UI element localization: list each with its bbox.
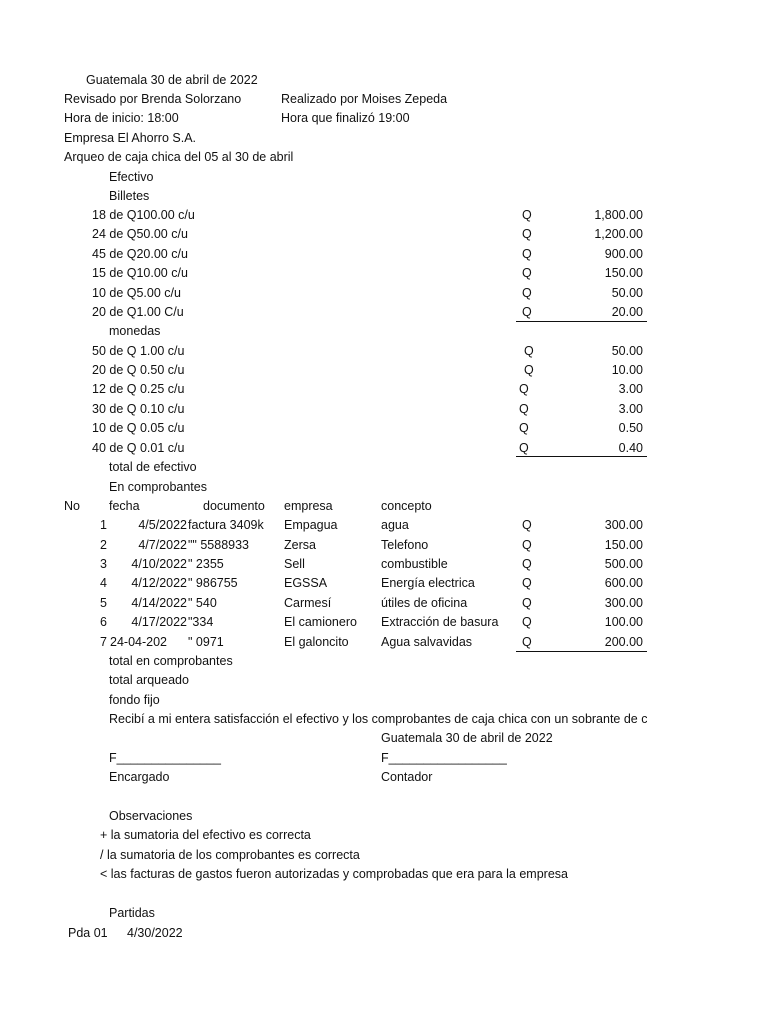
header-date: Guatemala 30 de abril de 2022 xyxy=(86,73,258,87)
signature-role-contador: Contador xyxy=(381,770,433,784)
row-currency: Q xyxy=(522,576,532,590)
row-fecha: 4/12/2022 xyxy=(131,576,187,590)
bill-currency: Q xyxy=(522,305,532,319)
observations-title: Observaciones xyxy=(109,809,193,823)
document-title: Arqueo de caja chica del 05 al 30 de abril xyxy=(64,150,294,164)
row-documento: "334 xyxy=(188,615,214,629)
bill-desc: 18 de Q100.00 c/u xyxy=(92,208,195,222)
signature-line-contador: F_________________ xyxy=(381,751,507,765)
company-name: Empresa El Ahorro S.A. xyxy=(64,131,197,145)
coin-currency: Q xyxy=(519,441,529,455)
row-documento: " 2355 xyxy=(188,557,224,571)
row-fecha: 4/17/2022 xyxy=(131,615,187,629)
bill-currency: Q xyxy=(522,208,532,222)
bill-desc: 10 de Q5.00 c/u xyxy=(92,286,181,300)
signature-role-encargado: Encargado xyxy=(109,770,170,784)
coin-amount: 0.40 xyxy=(618,441,643,455)
bill-currency: Q xyxy=(522,227,532,241)
bill-amount: 900.00 xyxy=(604,247,643,261)
reviewed-by: Revisado por Brenda Solorzano xyxy=(64,92,242,106)
coin-desc: 20 de Q 0.50 c/u xyxy=(92,363,185,377)
col-header-documento: documento xyxy=(203,499,265,513)
row-empresa: El galoncito xyxy=(284,635,349,649)
cash-section-label: Efectivo xyxy=(109,170,154,184)
bill-currency: Q xyxy=(522,266,532,280)
row-amount: 300.00 xyxy=(604,518,643,532)
coin-desc: 40 de Q 0.01 c/u xyxy=(92,441,185,455)
bill-amount: 20.00 xyxy=(611,305,643,319)
coin-currency: Q xyxy=(519,382,529,396)
coin-amount: 0.50 xyxy=(618,421,643,435)
bill-currency: Q xyxy=(522,247,532,261)
bill-desc: 45 de Q20.00 c/u xyxy=(92,247,188,261)
signature-date: Guatemala 30 de abril de 2022 xyxy=(381,731,553,745)
partida-date: 4/30/2022 xyxy=(127,926,183,940)
row-concepto: combustible xyxy=(381,557,448,571)
row-currency: Q xyxy=(522,635,532,649)
row-amount: 150.00 xyxy=(604,538,643,552)
row-fecha: 4/14/2022 xyxy=(131,596,187,610)
row-documento: " 540 xyxy=(188,596,217,610)
bill-amount: 1,800.00 xyxy=(594,208,643,222)
receipts-section-label: En comprobantes xyxy=(109,480,207,494)
coins-label: monedas xyxy=(109,324,161,338)
row-documento: factura 3409k xyxy=(188,518,264,532)
row-documento: "" 5588933 xyxy=(188,538,250,552)
bill-currency: Q xyxy=(522,286,532,300)
list-item: / la sumatoria de los comprobantes es correcta xyxy=(100,848,360,862)
coin-amount: 3.00 xyxy=(618,402,643,416)
bills-subtotal-line xyxy=(516,321,647,322)
row-concepto: útiles de oficina xyxy=(381,596,468,610)
row-no: 4 xyxy=(100,576,107,590)
row-no: 6 xyxy=(100,615,107,629)
bill-desc: 24 de Q50.00 c/u xyxy=(92,227,188,241)
bill-amount: 50.00 xyxy=(611,286,643,300)
bill-amount: 1,200.00 xyxy=(594,227,643,241)
receipt-statement: Recibí a mi entera satisfacción el efectivo y los comprobantes de caja chica con un sobrante de c xyxy=(109,712,647,726)
bills-label: Billetes xyxy=(109,189,150,203)
row-concepto: Telefono xyxy=(381,538,429,552)
list-item: + la sumatoria del efectivo es correcta xyxy=(100,828,311,842)
coin-amount: 50.00 xyxy=(611,344,643,358)
row-fecha: 4/5/2022 xyxy=(138,518,187,532)
row-concepto: Extracción de basura xyxy=(381,615,499,629)
row-no: 2 xyxy=(100,538,107,552)
receipts-total-label: total en comprobantes xyxy=(109,654,233,668)
coin-desc: 50 de Q 1.00 c/u xyxy=(92,344,185,358)
col-header-empresa: empresa xyxy=(284,499,333,513)
row-concepto: Agua salvavidas xyxy=(381,635,473,649)
row-amount: 500.00 xyxy=(604,557,643,571)
row-currency: Q xyxy=(522,615,532,629)
bill-desc: 15 de Q10.00 c/u xyxy=(92,266,188,280)
end-time: Hora que finalizó 19:00 xyxy=(281,111,410,125)
partida-number: Pda 01 xyxy=(68,926,108,940)
row-empresa: Carmesí xyxy=(284,596,332,610)
col-header-no: No xyxy=(64,499,80,513)
row-amount: 300.00 xyxy=(604,596,643,610)
partidas-title: Partidas xyxy=(109,906,155,920)
coin-desc: 30 de Q 0.10 c/u xyxy=(92,402,185,416)
row-no: 5 xyxy=(100,596,107,610)
coin-currency: Q xyxy=(524,363,534,377)
cash-total-label: total de efectivo xyxy=(109,460,197,474)
row-currency: Q xyxy=(522,596,532,610)
row-concepto: Energía electrica xyxy=(381,576,475,590)
row-no: 7 xyxy=(100,635,107,649)
row-amount: 600.00 xyxy=(604,576,643,590)
bill-desc: 20 de Q1.00 C/u xyxy=(92,305,184,319)
row-amount: 200.00 xyxy=(604,635,643,649)
row-amount: 100.00 xyxy=(604,615,643,629)
row-concepto: agua xyxy=(381,518,409,532)
coin-amount: 3.00 xyxy=(618,382,643,396)
coin-currency: Q xyxy=(519,402,529,416)
row-empresa: Sell xyxy=(284,557,305,571)
row-empresa: Zersa xyxy=(284,538,316,552)
total-arqueado-label: total arqueado xyxy=(109,673,189,687)
signature-line-encargado: F_______________ xyxy=(109,751,221,765)
coin-desc: 12 de Q 0.25 c/u xyxy=(92,382,185,396)
row-documento: " 0971 xyxy=(188,635,224,649)
row-currency: Q xyxy=(522,538,532,552)
bill-amount: 150.00 xyxy=(604,266,643,280)
start-time: Hora de inicio: 18:00 xyxy=(64,111,179,125)
row-empresa: EGSSA xyxy=(284,576,328,590)
coin-amount: 10.00 xyxy=(611,363,643,377)
row-fecha: 4/7/2022 xyxy=(138,538,187,552)
list-item: < las facturas de gastos fueron autorizadas y comprobadas que era para la empresa xyxy=(100,867,568,881)
row-no: 1 xyxy=(100,518,107,532)
row-fecha: 24-04-202 xyxy=(110,635,167,649)
coin-currency: Q xyxy=(524,344,534,358)
receipts-subtotal-line xyxy=(516,651,647,652)
coin-desc: 10 de Q 0.05 c/u xyxy=(92,421,185,435)
row-empresa: Empagua xyxy=(284,518,338,532)
row-empresa: El camionero xyxy=(284,615,357,629)
row-no: 3 xyxy=(100,557,107,571)
row-currency: Q xyxy=(522,557,532,571)
coin-currency: Q xyxy=(519,421,529,435)
made-by: Realizado por Moises Zepeda xyxy=(281,92,448,106)
coins-subtotal-line xyxy=(516,456,647,457)
col-header-fecha: fecha xyxy=(109,499,140,513)
row-documento: " 986755 xyxy=(188,576,238,590)
row-fecha: 4/10/2022 xyxy=(131,557,187,571)
fondo-fijo-label: fondo fijo xyxy=(109,693,160,707)
col-header-concepto: concepto xyxy=(381,499,432,513)
row-currency: Q xyxy=(522,518,532,532)
